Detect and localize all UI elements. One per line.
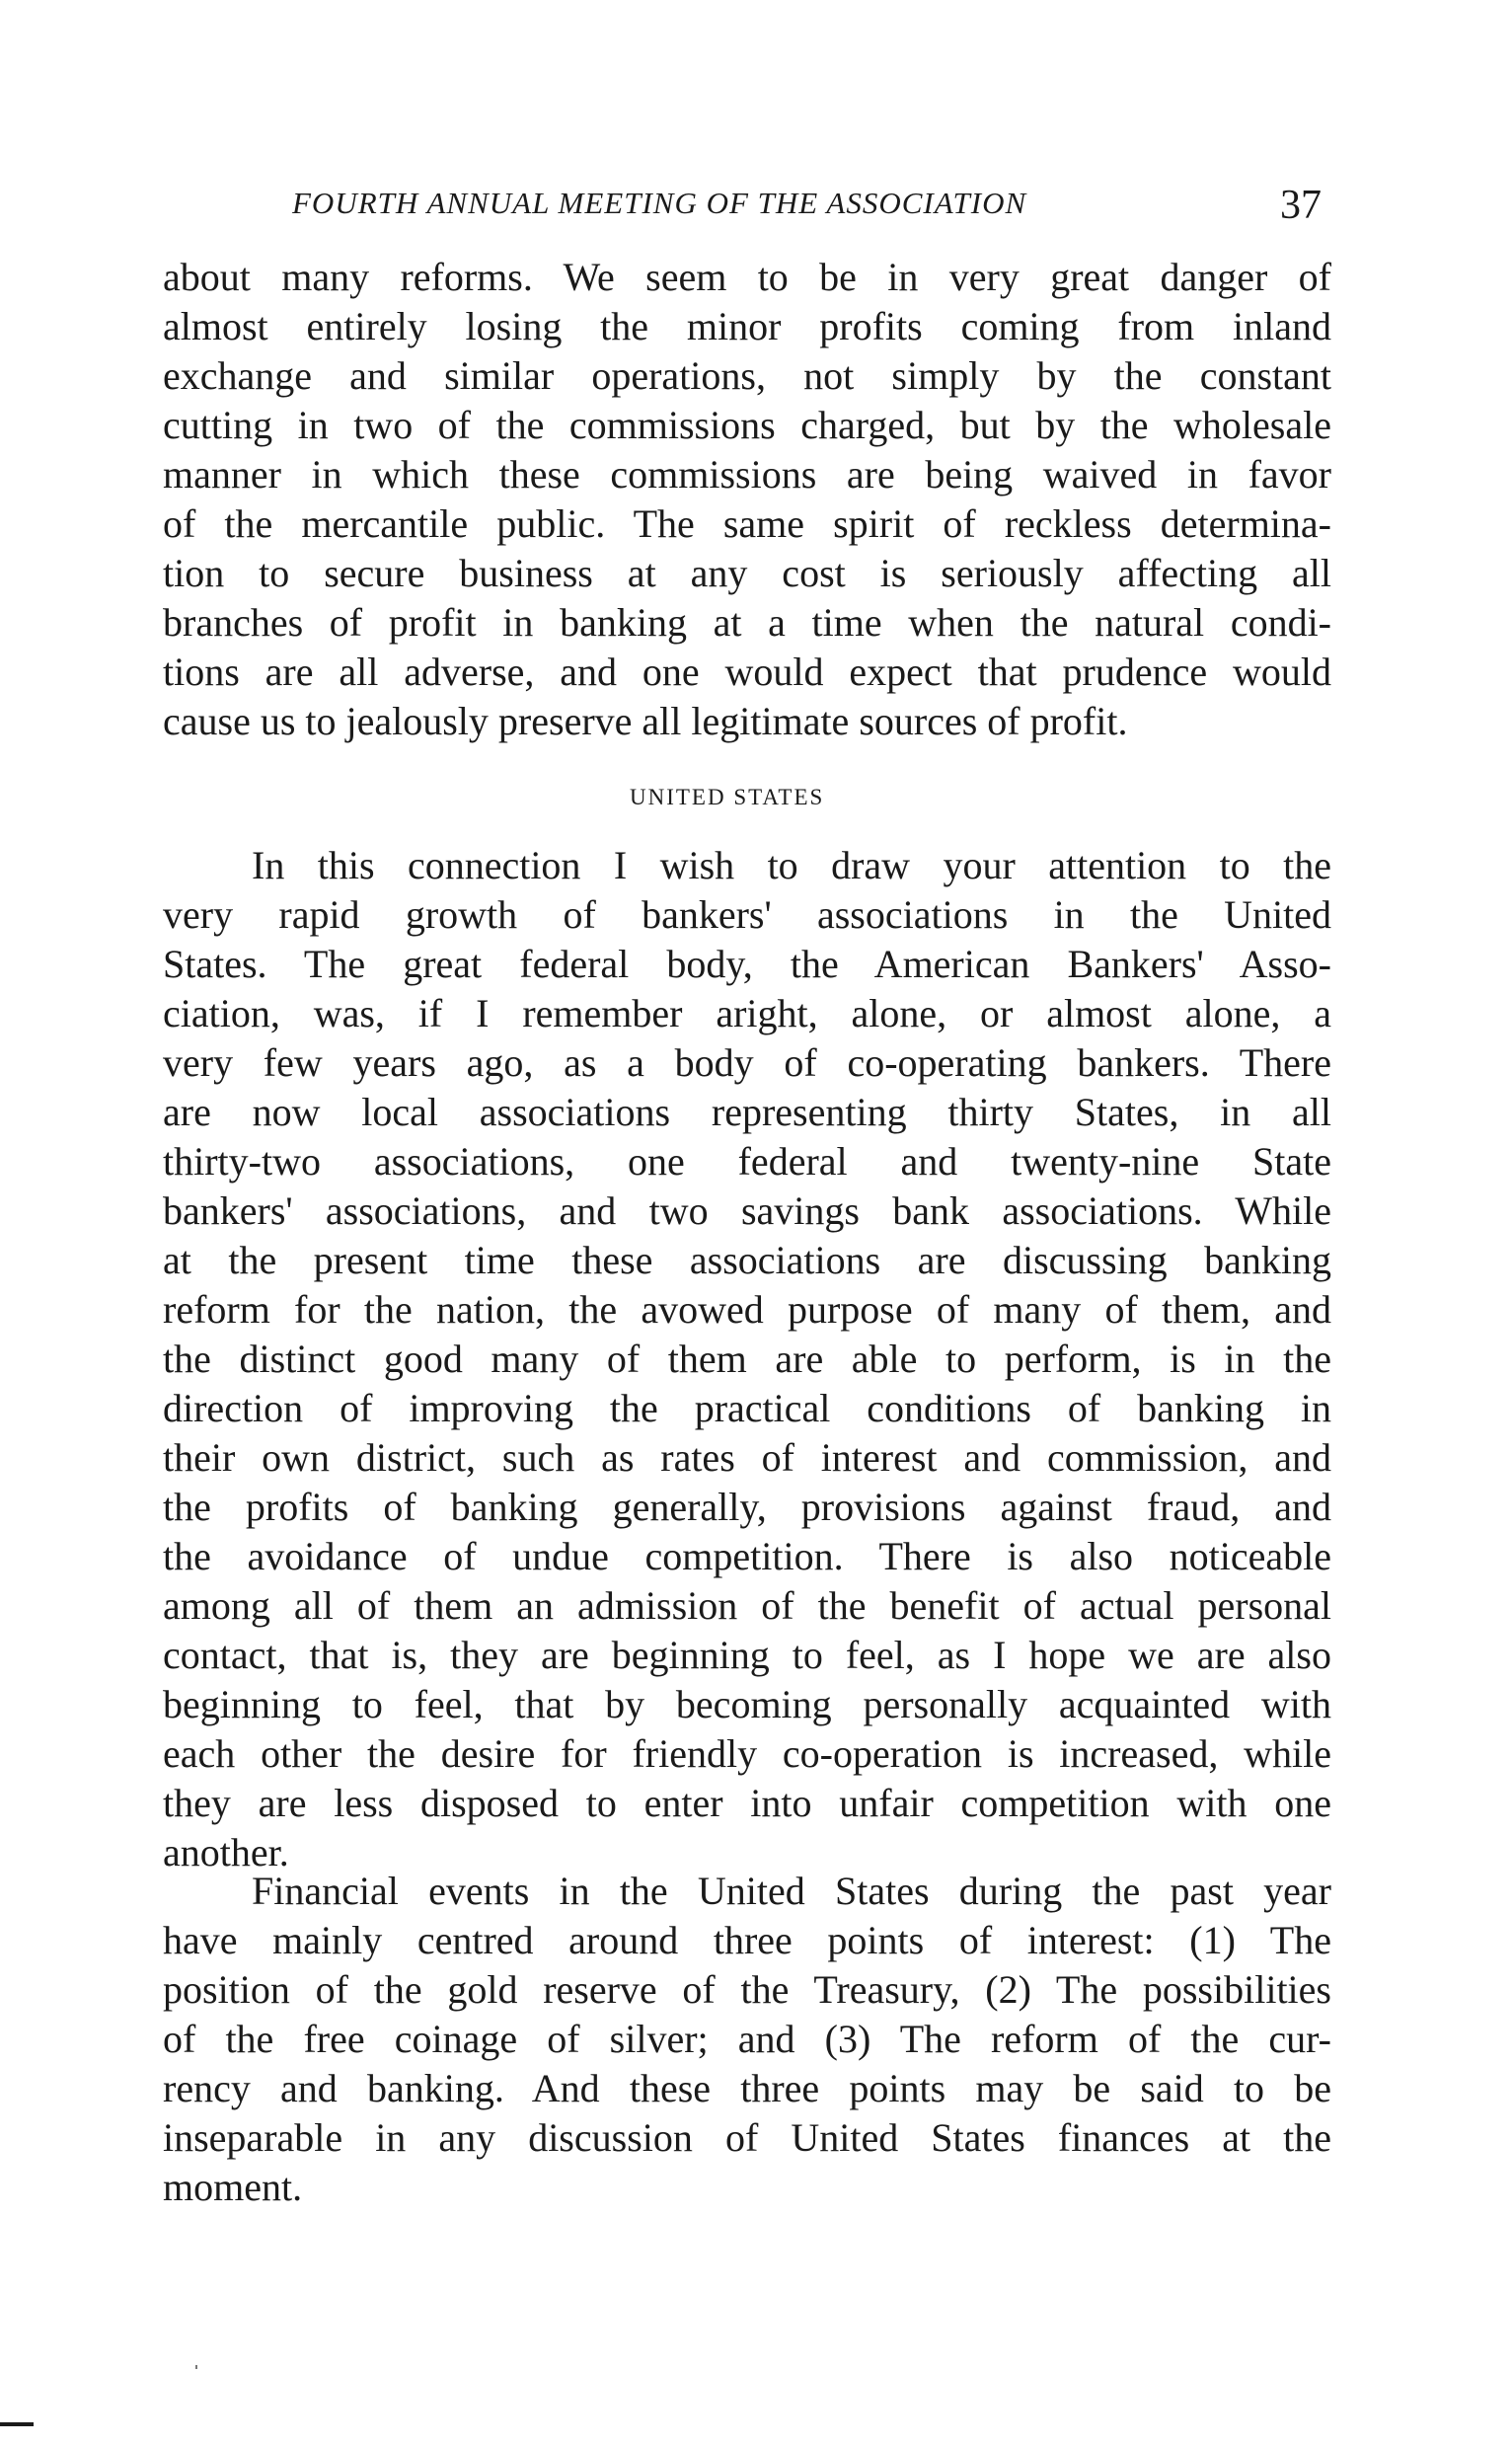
text-line: among all of them an admission of the benefit of actual personal: [163, 1583, 1331, 1628]
section-heading: UNITED STATES: [630, 785, 825, 809]
text-line: almost entirely losing the minor profits coming from inland: [163, 304, 1331, 348]
text-line: bankers' associations, and two savings bank associations. While: [163, 1188, 1331, 1233]
text-line: of the mercantile public. The same spirit of reckless determina-: [163, 501, 1331, 546]
text-line: cause us to jealously preserve all legitimate sources of profit.: [163, 699, 1128, 743]
text-line: the profits of banking generally, provisions against fraud, and: [163, 1485, 1331, 1529]
speck-mark: [195, 2365, 197, 2369]
text-line: rency and banking. And these three points may be said to be: [163, 2066, 1331, 2110]
text-line: reform for the nation, the avowed purpose of many of them, and: [163, 1287, 1331, 1332]
text-line: another.: [163, 1830, 289, 1874]
text-line: the avoidance of undue competition. There is also noticeable: [163, 1534, 1331, 1578]
text-line: cutting in two of the commissions charged, but by the wholesale: [163, 403, 1331, 447]
text-line: each other the desire for friendly co-operation is increased, while: [163, 1731, 1331, 1776]
text-line: very rapid growth of bankers' associations in the United: [163, 892, 1331, 937]
text-line: manner in which these commissions are being waived in favor: [163, 452, 1331, 497]
text-line: have mainly centred around three points of interest: (1) The: [163, 1918, 1331, 1962]
text-line: are now local associations representing thirty States, in all: [163, 1090, 1331, 1134]
text-line: of the free coinage of silver; and (3) The reform of the cur-: [163, 2017, 1331, 2061]
text-line: moment.: [163, 2165, 303, 2209]
margin-mark: [0, 2422, 34, 2426]
text-line: their own district, such as rates of interest and commission, and: [163, 1435, 1331, 1480]
text-line: thirty-two associations, one federal and twenty-nine State: [163, 1139, 1331, 1184]
paragraph-bankers-associations: [163, 841, 1331, 1877]
paragraph-financial-events: [163, 1867, 1331, 2212]
text-line: tions are all adverse, and one would expect that prudence would: [163, 650, 1331, 694]
text-line: branches of profit in banking at a time when the natural condi-: [163, 600, 1331, 645]
paragraph-reforms: [163, 253, 1331, 746]
text-line: beginning to feel, that by becoming personally acquainted with: [163, 1682, 1331, 1726]
text-line: exchange and similar operations, not simply by the constant: [163, 353, 1331, 398]
text-line: direction of improving the practical conditions of banking in: [163, 1386, 1331, 1430]
text-line: contact, that is, they are beginning to feel, as I hope we are also: [163, 1633, 1331, 1677]
text-line: Financial events in the United States during the past year: [252, 1869, 1331, 1913]
text-line: the distinct good many of them are able to perform, is in the: [163, 1337, 1331, 1381]
text-line: position of the gold reserve of the Treasury, (2) The possibilities: [163, 1967, 1331, 2012]
text-line: In this connection I wish to draw your attention to the: [252, 843, 1331, 887]
text-line: at the present time these associations are discussing banking: [163, 1238, 1331, 1282]
text-line: inseparable in any discussion of United States finances at the: [163, 2115, 1331, 2160]
text-line: States. The great federal body, the American Bankers' Asso-: [163, 942, 1331, 986]
page-number: 37: [1280, 183, 1322, 228]
text-line: they are less disposed to enter into unfair competition with one: [163, 1781, 1331, 1825]
text-line: very few years ago, as a body of co-operating bankers. There: [163, 1040, 1331, 1085]
text-line: about many reforms. We seem to be in very great danger of: [163, 255, 1331, 299]
running-head: FOURTH ANNUAL MEETING OF THE ASSOCIATION: [292, 186, 1027, 220]
text-line: tion to secure business at any cost is seriously affecting all: [163, 551, 1331, 595]
text-line: ciation, was, if I remember aright, alone, or almost alone, a: [163, 991, 1331, 1035]
